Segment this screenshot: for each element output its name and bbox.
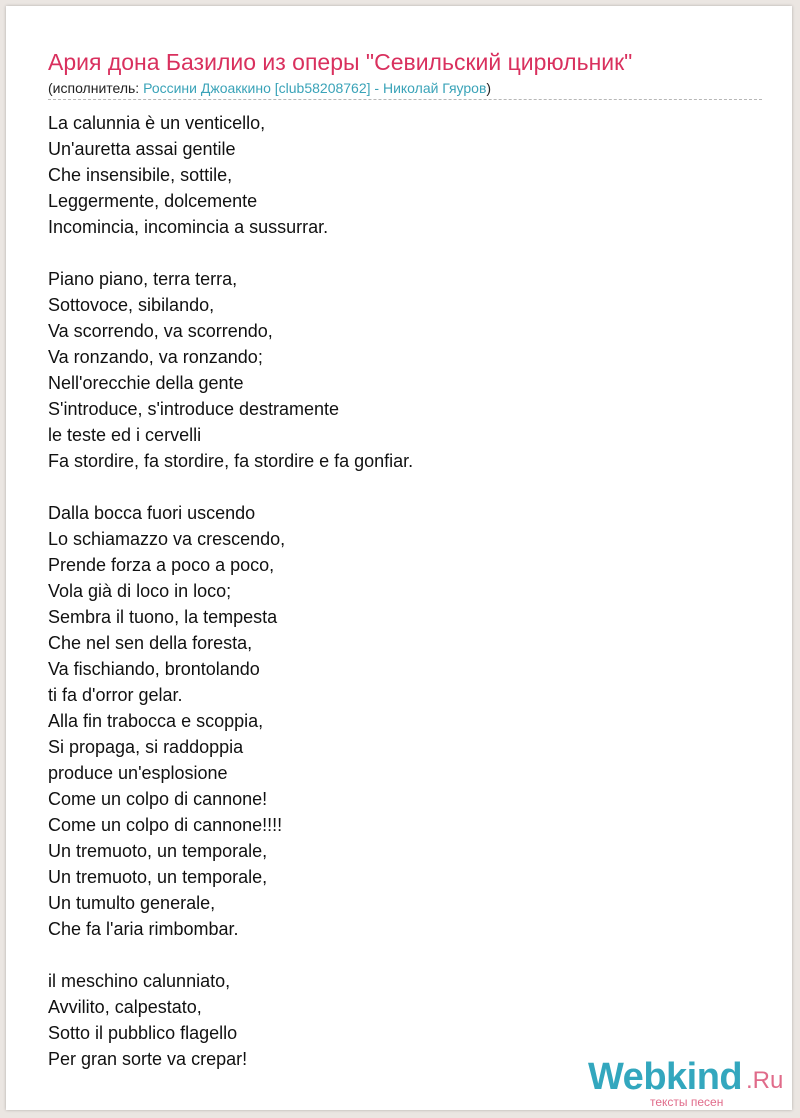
logo-domain: .Ru — [746, 1067, 784, 1094]
lyric-line: Che fa l'aria rimbombar. — [48, 919, 239, 939]
lyric-line: Prende forza a poco a poco, — [48, 555, 275, 575]
lyric-line: Alla fin trabocca e scoppia, — [48, 711, 264, 731]
lyric-line: produce un'esplosione — [48, 763, 228, 783]
lyric-line: Lo schiamazzo va crescendo, — [48, 529, 286, 549]
song-title: Ария дона Базилио из оперы "Севильский цирюльник" — [48, 49, 633, 75]
lyric-line: Si propaga, si raddoppia — [48, 737, 244, 757]
stanza-2 — [48, 266, 748, 474]
lyric-line: Un tremuoto, un temporale, — [48, 867, 268, 887]
lyric-line: S'introduce, s'introduce destramente — [48, 399, 340, 419]
logo-wordmark: Webkind — [588, 1056, 743, 1098]
lyric-line: Un tremuoto, un temporale, — [48, 841, 268, 861]
performer-prefix: (исполнитель: — [48, 80, 144, 96]
lyric-line: Un tumulto generale, — [48, 893, 216, 913]
lyrics-page — [6, 6, 792, 1110]
lyric-line: Piano piano, terra terra, — [48, 269, 238, 289]
lyric-line: Va ronzando, va ronzando; — [48, 347, 263, 367]
lyric-line: Che insensibile, sottile, — [48, 165, 233, 185]
lyric-line: Vola già di loco in loco; — [48, 581, 232, 601]
lyric-line: Leggermente, dolcemente — [48, 191, 258, 211]
lyric-line: il meschino calunniato, — [48, 971, 231, 991]
lyric-line: ti fa d'orror gelar. — [48, 685, 183, 705]
lyric-line: Sembra il tuono, la tempesta — [48, 607, 278, 627]
logo-tagline: тексты песен — [650, 1095, 724, 1109]
lyric-line: Come un colpo di cannone! — [48, 789, 268, 809]
lyric-line: Un'auretta assai gentile — [48, 139, 236, 159]
lyric-line: Sottovoce, sibilando, — [48, 295, 215, 315]
performer-suffix: ) — [486, 80, 492, 96]
lyric-line: La calunnia è un venticello, — [48, 113, 266, 133]
lyric-line: Avvilito, calpestato, — [48, 997, 202, 1017]
performer-line — [48, 79, 491, 97]
lyrics-text — [48, 110, 748, 1072]
title-divider — [48, 99, 762, 100]
stanza-1 — [48, 110, 748, 240]
lyric-line: le teste ed i cervelli — [48, 425, 202, 445]
lyric-line: Come un colpo di cannone!!!! — [48, 815, 283, 835]
lyric-line: Va fischiando, brontolando — [48, 659, 260, 679]
lyric-line: Sotto il pubblico flagello — [48, 1023, 238, 1043]
lyric-line: Va scorrendo, va scorrendo, — [48, 321, 273, 341]
lyric-line: Fa stordire, fa stordire, fa stordire e fa gonfiar. — [48, 451, 414, 471]
lyric-line: Dalla bocca fuori uscendo — [48, 503, 256, 523]
lyric-line: Nell'orecchie della gente — [48, 373, 244, 393]
lyric-line: Per gran sorte va crepar! — [48, 1049, 248, 1069]
lyric-line: Che nel sen della foresta, — [48, 633, 253, 653]
stanza-3 — [48, 500, 748, 942]
artist-link[interactable]: Россини Джоаккино [club58208762] - Николай Гяуров — [143, 80, 487, 96]
webkind-logo[interactable] — [588, 1056, 788, 1109]
lyric-line: Incomincia, incomincia a sussurrar. — [48, 217, 329, 237]
